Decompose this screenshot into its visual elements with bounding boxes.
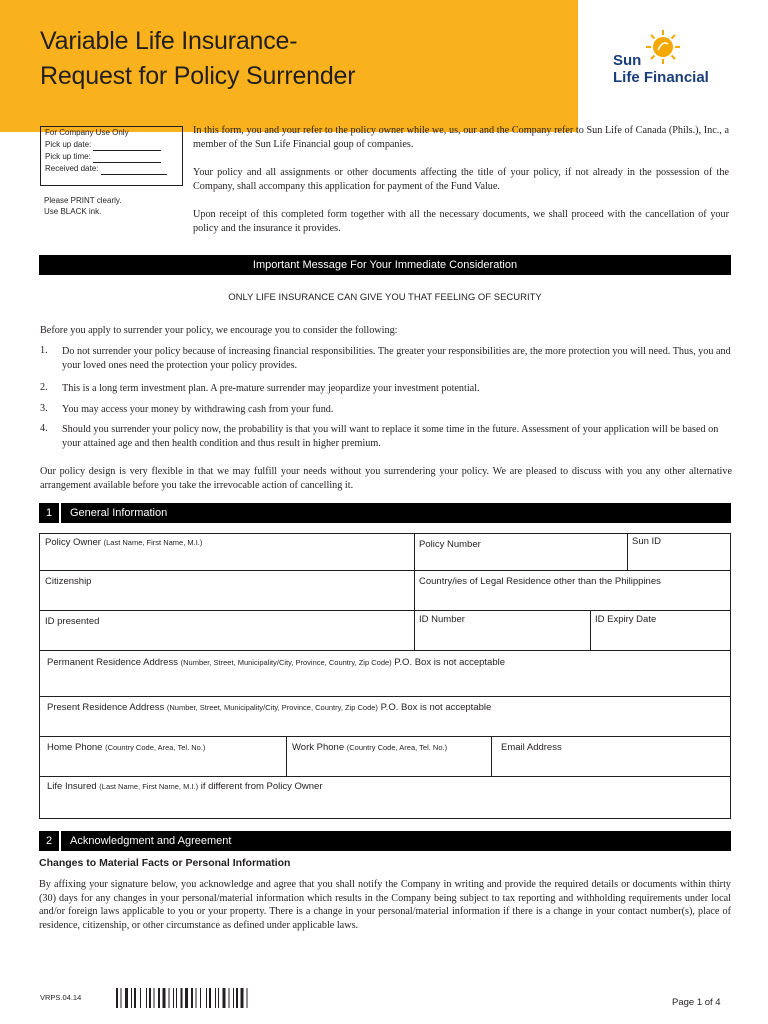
intro-paragraph-1: In this form, you and your refer to the policy owner while we, us, our and the Company refer to Sun Life of Canada (Phils.), Inc., a member of the Sun Life Financial goup of companies.	[193, 125, 729, 150]
item-number: 3.	[40, 403, 48, 414]
form-title-line2: Request for Policy Surrender	[40, 62, 356, 90]
section-1-title: General Information	[70, 507, 168, 519]
home-phone-hint: (Country Code, Area, Tel. No.)	[105, 743, 206, 752]
life-insured-field[interactable]	[47, 781, 323, 792]
logo-text-sun: Sun	[613, 52, 642, 69]
policy-number-label: Policy Number	[419, 539, 481, 550]
section-2-band	[39, 831, 731, 851]
life-insured-label: Life Insured	[47, 781, 97, 792]
section-2-title: Acknowledgment and Agreement	[70, 835, 232, 847]
permanent-address-field[interactable]	[47, 657, 505, 668]
citizenship-label: Citizenship	[45, 576, 92, 587]
permanent-address-hint: (Number, Street, Municipality/City, Province, Country, Zip Code)	[180, 658, 392, 667]
important-message-band	[39, 255, 731, 275]
work-phone-label: Work Phone	[292, 742, 345, 753]
item-number: 2.	[40, 382, 48, 393]
work-phone-field[interactable]	[292, 742, 447, 753]
section-1-divider	[59, 503, 61, 523]
pickup-date-row	[41, 139, 182, 151]
important-message-title: Important Message For Your Immediate Consideration	[252, 259, 518, 271]
pickup-time-row	[41, 151, 182, 163]
pickup-date-label: Pick up date:	[45, 140, 92, 149]
present-po-box-note: P.O. Box is not acceptable	[380, 702, 492, 713]
item-number: 1.	[40, 345, 48, 356]
row-divider	[40, 610, 730, 611]
id-expiry-field[interactable]	[595, 614, 656, 625]
received-date-blank[interactable]	[101, 166, 167, 175]
present-address-hint: (Number, Street, Municipality/City, Province, Country, Zip Code)	[166, 703, 378, 712]
section-1-number: 1	[45, 507, 53, 519]
citizenship-field[interactable]	[45, 576, 91, 587]
id-number-label: ID Number	[419, 614, 465, 625]
work-phone-hint: (Country Code, Area, Tel. No.)	[346, 743, 448, 752]
acknowledgment-paragraph: By affixing your signature below, you acknowledge and agree that you shall notify the Company in writing and provide the required details or documents within thirty (30) days for any changes in your personal/material information which results in the Company being subject to tax reporting and withholding requirements under local and/or foreign laws applicable to you or your property. There is a change in your personal/material information if there is a change in your contact number(s), place of residence, citizenship, or other circumstance as defined under applicable laws.	[39, 879, 731, 931]
received-date-row	[41, 163, 182, 175]
row-divider	[40, 736, 730, 737]
legal-residence-field[interactable]	[419, 576, 661, 587]
permanent-po-box-note: P.O. Box is not acceptable	[394, 657, 506, 668]
sun-life-logo	[612, 30, 742, 90]
sun-id-label: Sun ID	[632, 536, 662, 547]
form-title-line1: Variable Life Insurance-	[40, 27, 298, 55]
consider-item-2: This is a long term investment plan. A pre-mature surrender may jeopardize your investment potential.	[62, 383, 480, 394]
pickup-time-label: Pick up time:	[45, 152, 91, 161]
email-field[interactable]	[501, 742, 562, 753]
column-divider	[590, 610, 591, 650]
received-date-label: Received date:	[45, 164, 99, 173]
consider-item-4: Should you surrender your policy now, the probability is that you will want to replace it some time in the future. Assessment of your application will be based on your attained age and then health condition and thus result in higher premium.	[62, 424, 719, 449]
column-divider	[414, 534, 415, 650]
policy-owner-label: Policy Owner	[45, 537, 101, 548]
page-number: Page 1 of 4	[672, 997, 721, 1008]
print-note-line1: Please PRINT clearly.	[44, 196, 122, 205]
intro-paragraph-3: Upon receipt of this completed form together with all the necessary documents, we shall proceed with the cancellation of your policy and the insurance it provides.	[193, 209, 729, 234]
print-instructions	[44, 195, 122, 217]
present-address-field[interactable]	[47, 702, 491, 713]
permanent-address-label: Permanent Residence Address	[47, 657, 178, 668]
pickup-date-blank[interactable]	[93, 142, 161, 151]
sun-logo-icon	[646, 30, 680, 64]
logo-text-life-financial: Life Financial	[613, 69, 709, 86]
email-label: Email Address	[501, 742, 562, 753]
material-facts-heading: Changes to Material Facts or Personal Information	[39, 857, 291, 869]
life-insured-hint: (Last Name, First Name, M.I.)	[99, 782, 199, 791]
policy-number-field[interactable]	[419, 539, 481, 550]
row-divider	[40, 570, 730, 571]
consider-item-1: Do not surrender your policy because of increasing financial responsibilities. The greater your responsibilities are, the more protection you will need. Thus, you and your loved ones need the protection your policy provides.	[62, 346, 731, 371]
section-1-band	[39, 503, 731, 523]
section-2-number: 2	[45, 835, 53, 847]
intro-paragraph-2: Your policy and all assignments or other documents affecting the title of your policy, if not already in the possession of the Company, shall accompany this application for payment of the Fund Value.	[193, 167, 729, 192]
legal-residence-label: Country/ies of Legal Residence other than the Philippines	[419, 576, 661, 587]
id-expiry-label: ID Expiry Date	[595, 614, 657, 625]
pickup-time-blank[interactable]	[93, 154, 161, 163]
barcode-icon	[116, 988, 294, 1008]
policy-owner-hint: (Last Name, First Name, M.I.)	[103, 538, 203, 547]
company-box-heading: For Company Use Only	[45, 128, 129, 137]
id-number-field[interactable]	[419, 614, 465, 625]
sun-id-field[interactable]	[632, 536, 661, 547]
present-address-label: Present Residence Address	[47, 702, 165, 713]
column-divider	[627, 534, 628, 570]
closing-paragraph: Our policy design is very flexible in that we may fulfill your needs without you surrendering your policy. We are pleased to discuss with you any other alternative arrangement available before you take the irrevocable action of cancelling it.	[40, 466, 732, 491]
life-insured-suffix: if different from Policy Owner	[200, 781, 323, 792]
id-presented-field[interactable]	[45, 616, 99, 627]
consider-lead: Before you apply to surrender your policy, we encourage you to consider the following:	[40, 325, 398, 336]
column-divider	[491, 736, 492, 776]
company-use-box	[40, 126, 183, 186]
consider-item-3: You may access your money by withdrawing cash from your fund.	[62, 404, 334, 415]
row-divider	[40, 776, 730, 777]
section-2-divider	[59, 831, 61, 851]
title-band	[0, 0, 578, 132]
home-phone-label: Home Phone	[47, 742, 103, 753]
policy-owner-field[interactable]	[45, 537, 202, 548]
column-divider	[286, 736, 287, 776]
print-note-line2: Use BLACK ink.	[44, 207, 102, 216]
id-presented-label: ID presented	[45, 616, 100, 627]
home-phone-field[interactable]	[47, 742, 205, 753]
general-information-form	[39, 533, 731, 819]
row-divider	[40, 650, 730, 651]
form-code: VRPS.04.14	[40, 993, 82, 1002]
item-number: 4.	[40, 423, 48, 434]
security-headline: ONLY LIFE INSURANCE CAN GIVE YOU THAT FEELING OF SECURITY	[228, 292, 542, 303]
row-divider	[40, 696, 730, 697]
